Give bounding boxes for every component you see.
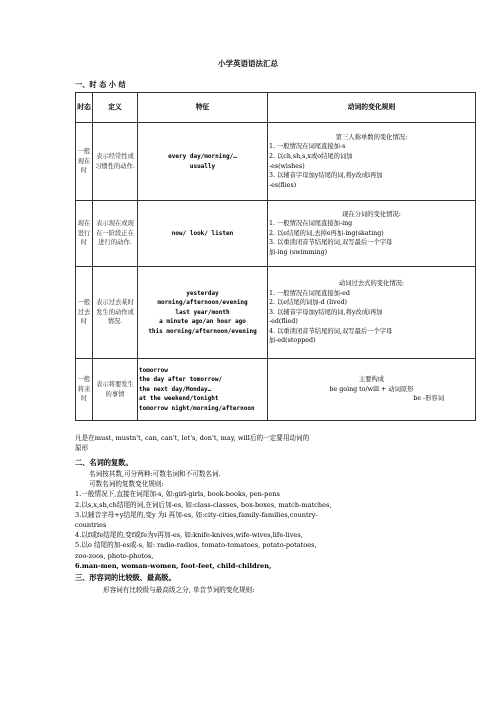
feature-cell: [138, 267, 268, 359]
rules-cell: [268, 201, 476, 267]
feature-line: morning/afternoon/evening: [157, 299, 248, 307]
body-line: zoo-zoos, photo-photos,: [75, 551, 154, 560]
rule-line: 3. 以重读闭音节结尾的词,双写最后一个字母: [269, 239, 393, 247]
feature-line: tomorrow: [139, 366, 168, 374]
table-row: [76, 201, 476, 267]
rule-line: be -形容词: [413, 395, 444, 403]
body-line: 2.以s,x,sh,ch结尾的词,在词后加-es, 如:class-classes, box-boxes, match-matches,: [75, 500, 332, 509]
page-title: 小学英语语法汇总: [218, 59, 278, 68]
rules-title: 第三人称单数的变化情况:: [335, 133, 408, 141]
rule-line: 2. 以ch,sh,s,x或o结尾的词加: [269, 152, 353, 160]
rule-line: 3. 以辅音字母加y结尾的词,将y改成i再加: [269, 308, 383, 316]
body-line: 3.以辅音字母+y结尾的,变y 为i 再加-es, 如:city-cities,family-families,country-: [75, 510, 318, 519]
definition-cell: 表示过去某时发生的动作或情况.: [93, 267, 138, 359]
feature-line: a minute ago/an hour ago: [159, 318, 246, 326]
rules-title: 主要构成: [358, 376, 385, 384]
rule-line: 1. 一般情况在词尾直接加-ed: [269, 289, 350, 297]
body-line: 形容词有比较级与最高级之分, 单音节词的变化规则:: [103, 586, 255, 594]
table-row: [76, 359, 476, 421]
header-feature: 特征: [138, 93, 268, 123]
rule-line: be going to/will + 动词原形: [329, 385, 414, 393]
body-line: 可数名词的复数变化规则:: [89, 480, 164, 489]
body-line: 6.man-men, woman-women, foot-feet, child-children,: [75, 561, 272, 570]
note-line: 原形: [75, 444, 89, 453]
rule-line: 3. 以辅音字母加y结尾的词,将y改成i再加: [269, 172, 383, 180]
rule-line: -es(wishes): [269, 162, 305, 170]
table-header-row: [76, 93, 476, 123]
rule-line: -es(flies): [269, 181, 297, 189]
rule-line: 加-ing (swimming): [269, 248, 328, 256]
section-heading-tense-summary: 一、时 态 小 结: [75, 80, 126, 89]
rule-line: 2. 以e结尾的词加-d (lived): [269, 299, 347, 307]
rule-line: 1. 一般情况在词尾直接加-ing: [269, 220, 353, 228]
feature-line: the next day/Monday…: [139, 385, 212, 393]
body-line: 5.以o 结尾的加-es或-s, 如: radio-radios, tomato-tomatoes, potato-potatoes,: [75, 541, 317, 550]
feature-line: the day after tomorrow/: [139, 376, 223, 384]
section-heading-noun-plural: 二、名词的复数。: [75, 458, 133, 467]
note-line: 凡是在must, mustn't, can, can't, let's, don't, may, will后的一定要用动词的: [75, 434, 310, 442]
body-line: 名词按其数,可分两种:可数名词和不可数名词.: [89, 470, 221, 478]
feature-cell: [138, 201, 268, 267]
body-line: 4.以f或fe结尾的,变f或fe为v再加-es, 如:knife-knives,wife-wives,life-lives,: [75, 531, 303, 540]
rule-line: 加-ed(stopped): [269, 337, 316, 345]
rules-cell: [268, 359, 476, 421]
feature-cell: [138, 359, 268, 421]
definition-cell: 表示将要发生的事情: [93, 359, 138, 421]
feature-line: tomorrow night/morning/afternoon: [139, 404, 255, 412]
feature-line: last year/month: [175, 308, 230, 316]
after-table-note: [75, 433, 477, 453]
definition-cell: 表示现在或现在一阶段正在进行的动作.: [93, 201, 138, 267]
feature-line: every day/morning/…: [168, 152, 237, 160]
rule-line: 1. 一般情况在词尾直接加-s: [269, 143, 346, 151]
table-row: [76, 267, 476, 359]
tense-cell: 一般将来时: [76, 359, 93, 421]
rule-line: 4. 以重读闭音节结尾的词,双写最后一个字母: [269, 327, 393, 335]
table-row: [76, 123, 476, 201]
feature-line: this morning/afternoon/evening: [148, 327, 257, 335]
adjective-rules: [75, 585, 477, 595]
feature-line: now/ look/ listen: [171, 229, 234, 237]
feature-line: yesterday: [186, 289, 219, 297]
header-rules: 动词的变化规则: [268, 93, 476, 123]
rule-line: -ed(flied): [269, 318, 298, 326]
rules-cell: [268, 267, 476, 359]
tense-table: [75, 92, 476, 421]
feature-cell: [138, 123, 268, 201]
tense-cell: 一般过去时: [76, 267, 93, 359]
tense-cell: 现在进行时: [76, 201, 93, 267]
tense-cell: 一般现在时: [76, 123, 93, 201]
feature-line: usually: [189, 162, 216, 170]
rules-title: 现在分词的变化情况:: [342, 210, 401, 218]
feature-line: at the weekend/tonight: [139, 395, 219, 403]
definition-cell: 表示经常性或习惯性的动作.: [93, 123, 138, 201]
header-definition: 定义: [93, 93, 138, 123]
rules-cell: [268, 123, 476, 201]
header-tense: 时态: [76, 93, 93, 123]
noun-plural-rules: [75, 469, 477, 571]
body-line: countries: [75, 521, 107, 530]
body-line: 1.一般情况下,直接在词尾加-s, 如:girl-girls, book-books, pen-pens: [75, 490, 280, 499]
rules-title: 动词过去式的变化情况:: [338, 279, 405, 287]
rule-line: 2. 以e结尾的词,去掉e再加-ing(skating): [269, 229, 384, 237]
section-heading-adjectives: 三、形容词的比较级、最高级。: [75, 573, 176, 582]
